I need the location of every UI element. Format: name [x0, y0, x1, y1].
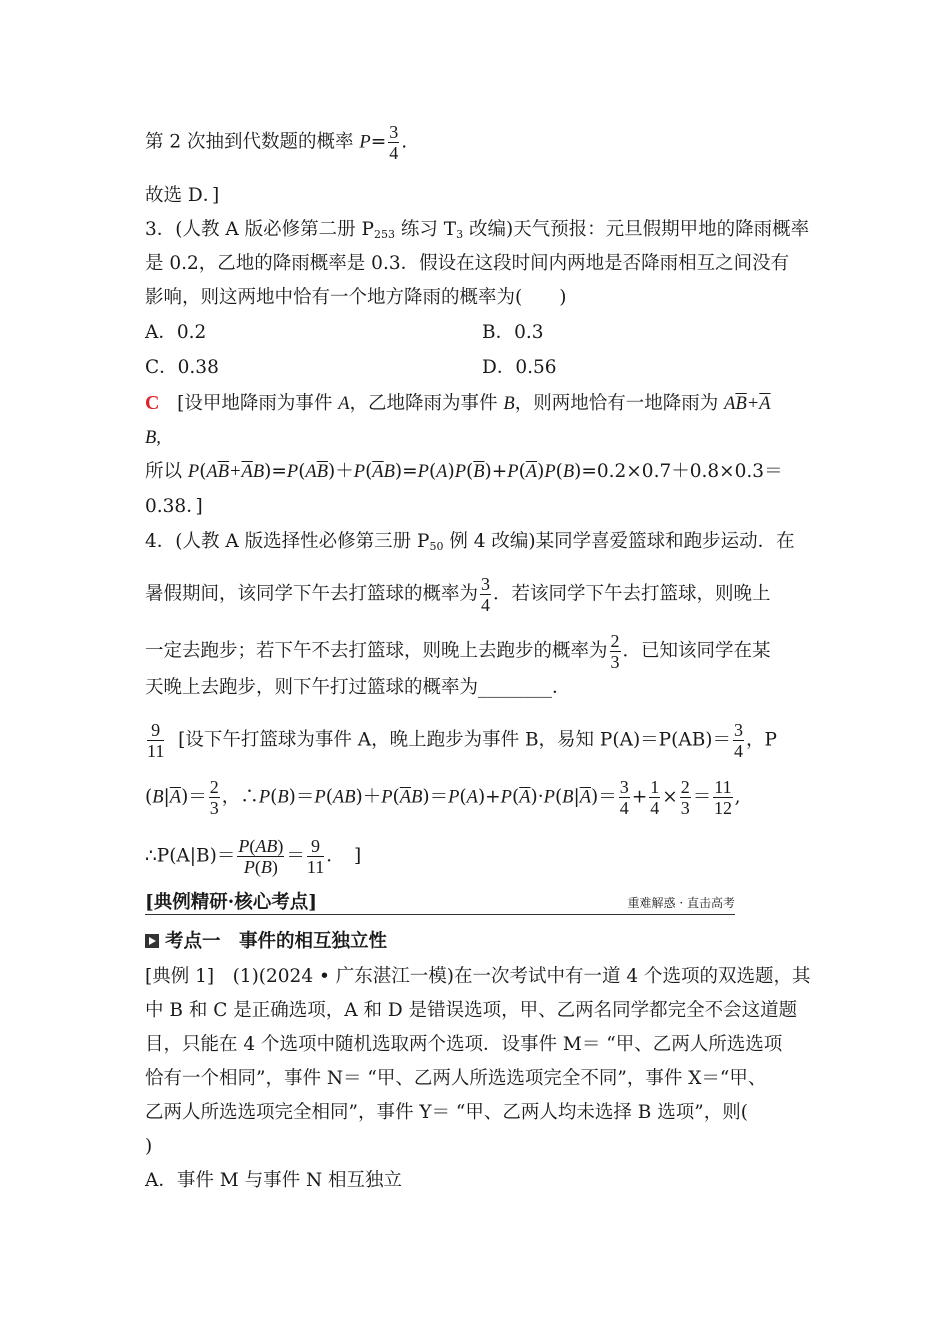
ex1-line3: 目，只能在 4 个选项中随机选取两个选项．设事件 M＝ “甲、乙两人所选选项 [145, 1034, 783, 1055]
q3-option-a: A．0.2 [145, 322, 207, 343]
a3-line2: B, [145, 428, 161, 448]
ex1-line6: ) [145, 1136, 153, 1157]
ex1-line5: 乙两人所选选项完全相同”，事件 Y＝ “甲、乙两人均未选择 B 选项”，则( [145, 1102, 748, 1123]
ex1-line4: 恰有一个相同”，事件 N＝ “甲、乙两人所选选项完全不同”，事件 X＝“甲、 [145, 1068, 767, 1089]
a4-line1: $\frac{9}{11}$ [设下午打篮球为事件 A，晚上跑步为事件 B，易知 P(A)＝P(AB)＝ $\frac{3}{4}$ ，P [147, 720, 777, 761]
q4-line2: 暑假期间，该同学下午去打篮球的概率为 $\frac{3}{4}$ ．若该同学下午去打篮球，则晚上 [145, 574, 771, 615]
section-subtitle: 重难解惑 · 直击高考 [627, 896, 735, 910]
q4-line4: 天晚上去跑步，则下午打过篮球的概率为________． [145, 677, 571, 698]
a3-line1: C [设甲地降雨为事件 A，乙地降雨为事件 B，则两地恰有一地降雨为 $A\overline{B}+\overline{A}$ [145, 392, 771, 414]
q3-option-d: D．0.56 [482, 357, 557, 378]
q3-option-c: C．0.38 [145, 357, 219, 378]
a4-line3: ∴P(A|B)＝ $\frac{P(AB)}{P(B)}$ ＝ $\frac{9}{11}$ ． ] [145, 836, 362, 877]
frac-3-4: $\frac{3}{4}$ [389, 122, 399, 163]
a4-line2: $(B|\overline{A})=$ $\frac{2}{3}$ ，$\therefore P(B)=P(AB)+P(\overline{A}B)=P(A)+P(\overline{A})\cdot P(B|\overline{A})=$ $\frac{3}{4}$ + $\frac{1}{4}$ × $\frac{2}{3}$ ＝ $\frac{11}{12}$ , [145, 777, 741, 818]
ex1-line2: 中 B 和 C 是正确选项，A 和 D 是错误选项，甲、乙两名同学都完全不会这道题 [145, 1000, 798, 1021]
q4-line3: 一定去跑步；若下午不去打篮球，则晚上去跑步的概率为 $\frac{2}{3}$ ．已知该同学在某 [145, 631, 771, 672]
section-title: [典例精研·核心考点] [145, 892, 317, 913]
ex1-option-a: A．事件 M 与事件 N 相互独立 [145, 1170, 403, 1191]
section-header [145, 888, 735, 915]
l1: 第 2 次抽到代数题的概率 P= $\frac{3}{4}$ . [145, 122, 408, 163]
q3-option-b: B．0.3 [482, 322, 544, 343]
answer-letter: C [145, 392, 160, 414]
play-icon [145, 934, 159, 948]
q3-line1: 3．(人教 A 版必修第二册 $P_{253}$ 练习 $T_3$ 改编)天气预报：元旦假期甲地的降雨概率 [145, 219, 810, 241]
a3-line3: 所以 $P(A\overline{B}+\overline{A}B)=P(A\overline{B})+P(\overline{A}B)=P(A)P(\overline{B})+P(\overline{A})P(B)=0.2\times 0.7+0.8\times 0.3=$ [145, 461, 783, 482]
answer-9-11: $\frac{9}{11}$ [147, 720, 165, 761]
q4-line1: 4．(人教 A 版选择性必修第三册 $P_{50}$ 例 4 改编)某同学喜爱篮球和跑步运动．在 [145, 531, 795, 553]
topic-heading: 考点一 事件的相互独立性 [145, 930, 387, 954]
a3-line4: 0.38．] [145, 496, 203, 517]
q3-line2: 是 0.2，乙地的降雨概率是 0.3．假设在这段时间内两地是否降雨相互之间没有 [145, 253, 790, 274]
q3-line3: 影响，则这两地中恰有一个地方降雨的概率为( ) [145, 287, 567, 308]
ex1-line1: [典例 1] (1)(2024 • 广东湛江一模)在一次考试中有一道 4 个选项的双选题，其 [145, 966, 811, 987]
l2: 故选 D．] [145, 185, 220, 206]
